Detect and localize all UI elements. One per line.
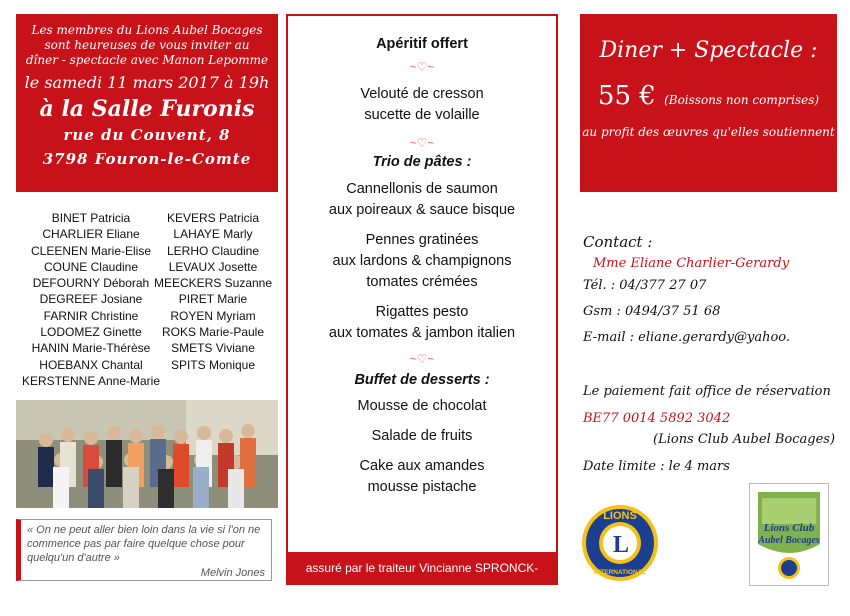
menu-item: tomates crémées [366, 274, 478, 290]
menu-item: Cake aux amandes [359, 458, 485, 474]
lions-international-logo [580, 503, 660, 583]
member-name: FARNIR Christine [43, 308, 139, 323]
member-name: HOEBANX Chantal [39, 357, 143, 372]
menu-item: Rigattes pesto [375, 304, 469, 320]
member-name: LERHO Claudine [166, 243, 260, 258]
contact-email[interactable]: E-mail : eliane.gerardy@yahoo. [583, 330, 791, 345]
payment-block [583, 381, 838, 477]
lions-letter: L [612, 532, 630, 558]
payment-note: Le paiement fait office de réservation [583, 384, 831, 399]
club-line2: Aubel Bocages [758, 535, 820, 546]
member-name: DEGREEF Josiane [39, 292, 143, 307]
menu-item: mousse pistache [367, 479, 477, 495]
venue-street: rue du Couvent, 8 [63, 126, 231, 144]
lions-club-aubel-logo [749, 483, 829, 586]
invitation-banner [16, 14, 278, 192]
member-name: DEFOURNY Déborah [32, 276, 150, 291]
payment-deadline: Date limite : le 4 mars [583, 459, 730, 474]
member-name: KERSTENNE Anne-Marie [21, 373, 161, 388]
members-list-right [152, 210, 274, 373]
payment-account: (Lions Club Aubel Bocages) [653, 432, 836, 447]
payment-iban: BE77 0014 5892 3042 [583, 411, 731, 426]
menu-item: Cannellonis de saumon [346, 181, 498, 197]
offer-price-note: (Boissons non comprises) [664, 93, 820, 107]
menu-item: aux poireaux & sauce bisque [328, 202, 516, 218]
invitation-line: dîner - spectacle avec Manon Lepomme [25, 53, 269, 67]
member-name: PIRET Marie [178, 292, 248, 307]
member-name: SPITS Monique [170, 357, 256, 372]
member-name: LODOMEZ Ginette [40, 325, 142, 340]
member-name: KEVERS Patricia [166, 211, 260, 225]
menu-item: aux lardons & champignons [332, 253, 512, 269]
contact-name: Mme Eliane Charlier-Gerardy [593, 256, 790, 271]
invitation-line: sont heureuses de vous inviter au [44, 38, 250, 52]
menu-item: Mousse de chocolat [357, 398, 487, 414]
contact-block [583, 229, 838, 351]
aperitif-heading: Apéritif offert [376, 36, 468, 52]
event-date: le samedi 11 mars 2017 à 19h [24, 73, 270, 92]
menu-item: sucette de volaille [364, 107, 480, 123]
member-name: MEECKERS Suzanne [153, 276, 273, 291]
member-name: CLEENEN Marie-Elise [30, 243, 152, 258]
group-photo [16, 400, 278, 508]
member-name: BINET Patricia [51, 211, 131, 225]
dessert-heading: Buffet de desserts : [354, 372, 490, 388]
member-name: SMETS Viviane [171, 341, 255, 356]
contact-label: Contact : [583, 233, 653, 251]
menu-panel [286, 14, 558, 585]
quote-author: Melvin Jones [200, 567, 265, 579]
contact-tel: Tél. : 04/377 27 07 [583, 278, 707, 293]
offer-profit: au profit des œuvres qu'elles soutiennent [582, 125, 835, 139]
member-name: COUNE Claudine [43, 259, 139, 274]
menu-item: aux tomates & jambon italien [328, 325, 516, 341]
offer-title: Diner + Spectacle : [599, 38, 818, 63]
member-name: ROKS Marie-Paule [161, 325, 265, 340]
event-venue: à la Salle Furonis [39, 96, 255, 122]
offer-banner [580, 14, 837, 192]
venue-city: 3798 Fouron-le-Comte [42, 150, 252, 168]
menu-item: Pennes gratinées [365, 232, 479, 248]
member-name: CHARLIER Eliane [42, 227, 140, 242]
caterer-banner: assuré par le traiteur Vincianne SPRONCK-CHARLIER [286, 552, 558, 585]
menu-item: Salade de fruits [371, 428, 473, 444]
members-list-left [16, 210, 166, 389]
quote-text: « On ne peut aller bien loin dans la vie si l'on ne commence pas par faire quelque chose pour quelqu'un d'autre » [27, 524, 261, 564]
menu-item: Velouté de cresson [360, 86, 484, 102]
member-name: ROYEN Myriam [170, 308, 256, 323]
invitation-line: Les membres du Lions Aubel Bocages [31, 23, 263, 37]
pasta-heading: Trio de pâtes : [372, 154, 472, 170]
member-name: HANIN Marie-Thérèse [31, 341, 151, 356]
offer-price-row [580, 81, 837, 111]
member-name: LAHAYE Marly [173, 227, 253, 242]
heart-divider-icon: ~♡~ [409, 352, 435, 366]
quote-box [16, 519, 272, 581]
lions-top-text: LIONS [603, 510, 637, 522]
lions-bottom-text: INTERNATIONAL [593, 569, 647, 576]
heart-divider-icon: ~♡~ [409, 136, 435, 150]
club-line1: Lions Club [763, 522, 815, 534]
contact-gsm: Gsm : 0494/37 51 68 [583, 304, 721, 319]
heart-divider-icon: ~♡~ [409, 60, 435, 74]
member-name: LEVAUX Josette [168, 259, 258, 274]
offer-price: 55 € [597, 81, 656, 111]
